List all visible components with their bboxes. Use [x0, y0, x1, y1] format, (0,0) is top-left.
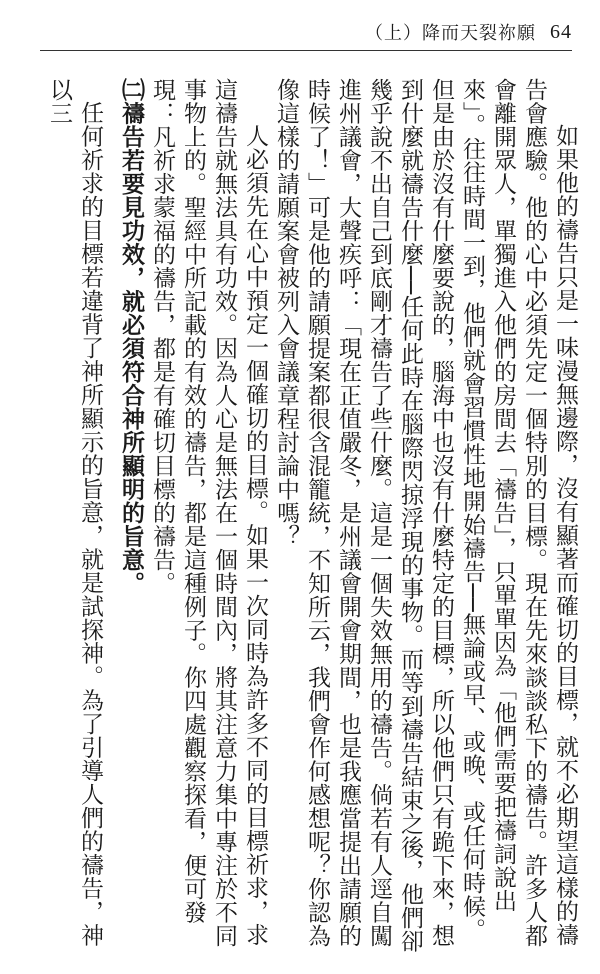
running-title: （上）降而天裂祢願	[365, 23, 536, 44]
section-heading: ㈡禱告若要見功效，就必須符合神所顯明的旨意。	[118, 78, 144, 595]
paragraph-3: 任何祈求的目標若違背了神所顯示的旨意，就是試探神。為了引導人們的禱告，神以三	[46, 78, 103, 947]
vertical-text-body	[15, 78, 580, 958]
page-number: 64	[550, 20, 572, 43]
header-rule	[40, 50, 572, 51]
paragraph-1: 如果他的禱告只是一味漫無邊際，沒有顯著而確切的目標，就不必期望這樣的禱告會應驗。他的心中必須先定一個特別的目標。現在先來談談私下的禱告。許多人都會離開眾人，單獨進入他們的房間去「禱告」，只單單因為「他們需要把禱詞說出來」。往往時間一到，他們就會習慣性地開始禱告──無論或早、或晚、或任何時候。但是由於沒有什麼要說的，腦海中也沒有什麼特定的目標，所以他們只有跪下來，想到什麼就禱告什麼──任何此時在腦際閃掠浮現的事物。而等到禱告結束之後，他們卻幾乎說不出自己到底剛才禱告了些什麼。這是一個失效無用的禱告。倘若有人逕自闖進州議會，大聲疾呼：「現在正值嚴冬，是州議會開會期間，也是我應當提出請願的時候了！」可是他的請願提案都很含混籠統，不知所云，我們會作何感想呢？你認為像這樣的請願案會被列入會議章程討論中嗎？	[273, 78, 578, 953]
paragraph-2: 人必須先在心中預定一個確切的目標。如果一次同時為許多不同的目標祈求，求這禱告就無法具有功效。因為人心是無法在一個時間內，將其注意力集中專注於不同事物上的。聖經中所記載的有效的禱告，都是這種例子。你四處觀察探看，便可發現：凡祈求蒙福的禱告，都是有確切目標的禱告。	[149, 78, 268, 948]
page-header	[0, 14, 572, 50]
